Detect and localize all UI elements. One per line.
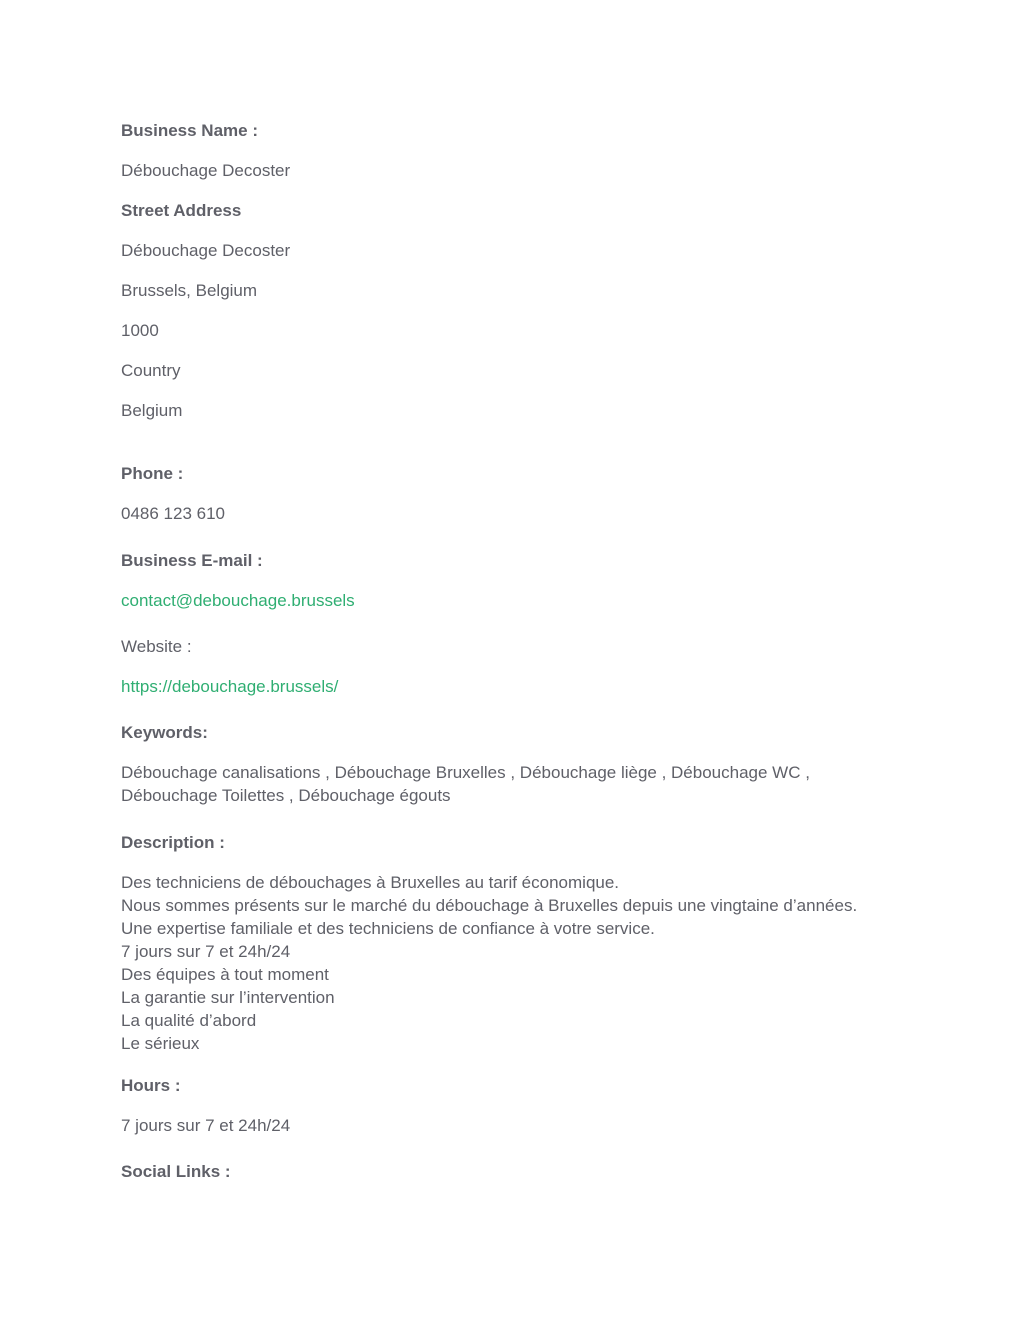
email-label: Business E-mail : bbox=[121, 551, 263, 570]
description-text bbox=[121, 871, 921, 1055]
website-link[interactable]: https://debouchage.brussels/ bbox=[121, 677, 339, 696]
street-address-line2: Brussels, Belgium bbox=[121, 281, 258, 300]
country-value: Belgium bbox=[121, 401, 183, 420]
phone-label: Phone : bbox=[121, 464, 184, 483]
description-line: Le sérieux bbox=[121, 1034, 200, 1053]
description-line: Des équipes à tout moment bbox=[121, 965, 329, 984]
keywords-label: Keywords: bbox=[121, 723, 208, 742]
postal-code: 1000 bbox=[121, 321, 159, 340]
hours-label: Hours : bbox=[121, 1076, 181, 1095]
country-label: Country bbox=[121, 361, 181, 380]
hours-value: 7 jours sur 7 et 24h/24 bbox=[121, 1116, 291, 1135]
keywords-line: Débouchage canalisations , Débouchage Bruxelles , Débouchage liège , Débouchage WC , bbox=[121, 763, 810, 782]
description-line: 7 jours sur 7 et 24h/24 bbox=[121, 942, 291, 961]
business-name-label: Business Name : bbox=[121, 121, 258, 140]
description-label: Description : bbox=[121, 833, 225, 852]
email-link[interactable]: contact@debouchage.brussels bbox=[121, 591, 355, 610]
keywords-text bbox=[121, 761, 921, 807]
phone-value: 0486 123 610 bbox=[121, 504, 225, 523]
description-line: La qualité d’abord bbox=[121, 1011, 257, 1030]
social-links-label: Social Links : bbox=[121, 1162, 231, 1181]
business-name-value: Débouchage Decoster bbox=[121, 161, 291, 180]
street-address-line1: Débouchage Decoster bbox=[121, 241, 291, 260]
keywords-line: Débouchage Toilettes , Débouchage égouts bbox=[121, 786, 451, 805]
website-label: Website : bbox=[121, 637, 192, 656]
street-address-label: Street Address bbox=[121, 201, 242, 220]
description-line: La garantie sur l’intervention bbox=[121, 988, 335, 1007]
description-line: Nous sommes présents sur le marché du débouchage à Bruxelles depuis une vingtaine d’années. bbox=[121, 896, 858, 915]
description-line: Une expertise familiale et des techniciens de confiance à votre service. bbox=[121, 919, 655, 938]
description-line: Des techniciens de débouchages à Bruxelles au tarif économique. bbox=[121, 873, 620, 892]
